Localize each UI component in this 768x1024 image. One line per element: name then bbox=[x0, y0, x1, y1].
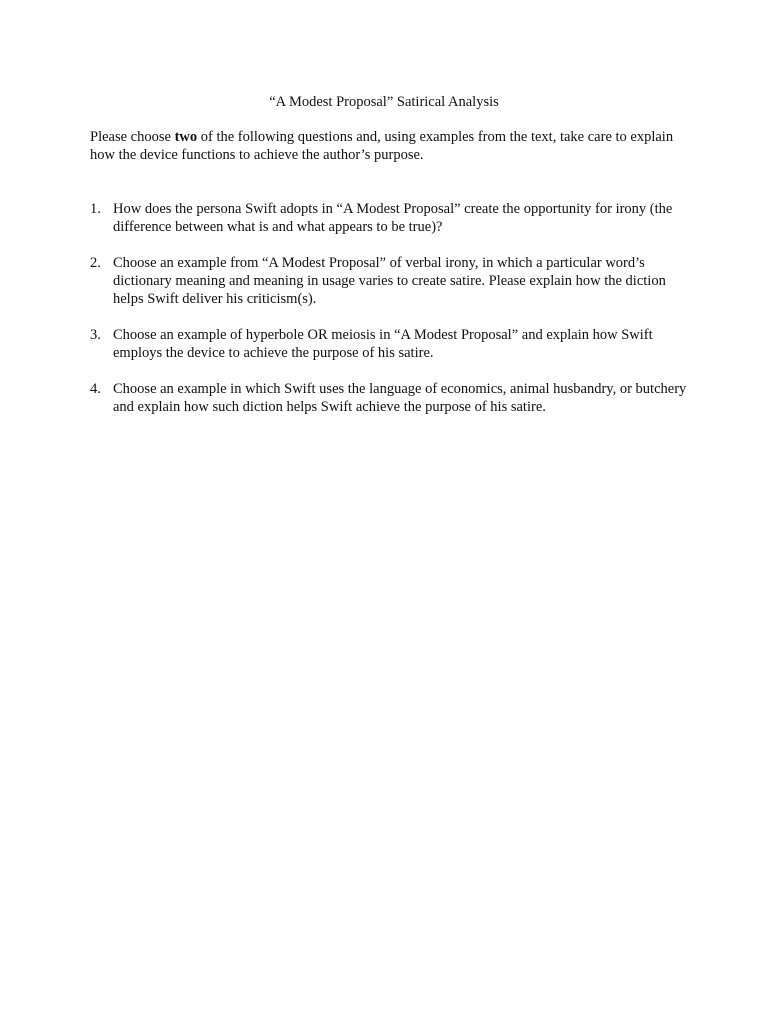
instructions-emphasis: two bbox=[174, 129, 198, 145]
question-number: 1. bbox=[90, 201, 101, 217]
question-item bbox=[90, 326, 690, 362]
document-title: “A Modest Proposal” Satirical Analysis bbox=[269, 94, 499, 110]
question-item bbox=[90, 254, 690, 308]
question-number: 4. bbox=[90, 381, 101, 397]
instructions-paragraph bbox=[90, 128, 690, 164]
question-text: Choose an example in which Swift uses the language of economics, animal husbandry, or butchery and explain how such diction helps Swift achieve the purpose of his satire. bbox=[113, 381, 687, 415]
question-text: Choose an example of hyperbole OR meiosis in “A Modest Proposal” and explain how Swift employs the device to achieve the purpose of his satire. bbox=[113, 327, 653, 361]
question-number: 3. bbox=[90, 327, 101, 343]
question-text: Choose an example from “A Modest Proposal” of verbal irony, in which a particular word’s dictionary meaning and meaning in usage varies to create satire. Please explain how the diction helps Swift deliver his criticism(s). bbox=[113, 255, 666, 307]
question-number: 2. bbox=[90, 255, 101, 271]
question-text: How does the persona Swift adopts in “A Modest Proposal” create the opportunity for irony (the difference between what is and what appears to be true)? bbox=[113, 201, 673, 235]
question-item bbox=[90, 200, 690, 236]
instructions-text-end: of the following questions and, using examples from the text, take care to explain how the device functions to achieve the author’s purpose. bbox=[90, 129, 674, 163]
question-item bbox=[90, 380, 690, 416]
instructions-text-start: Please choose bbox=[90, 129, 175, 145]
question-list bbox=[90, 200, 690, 434]
